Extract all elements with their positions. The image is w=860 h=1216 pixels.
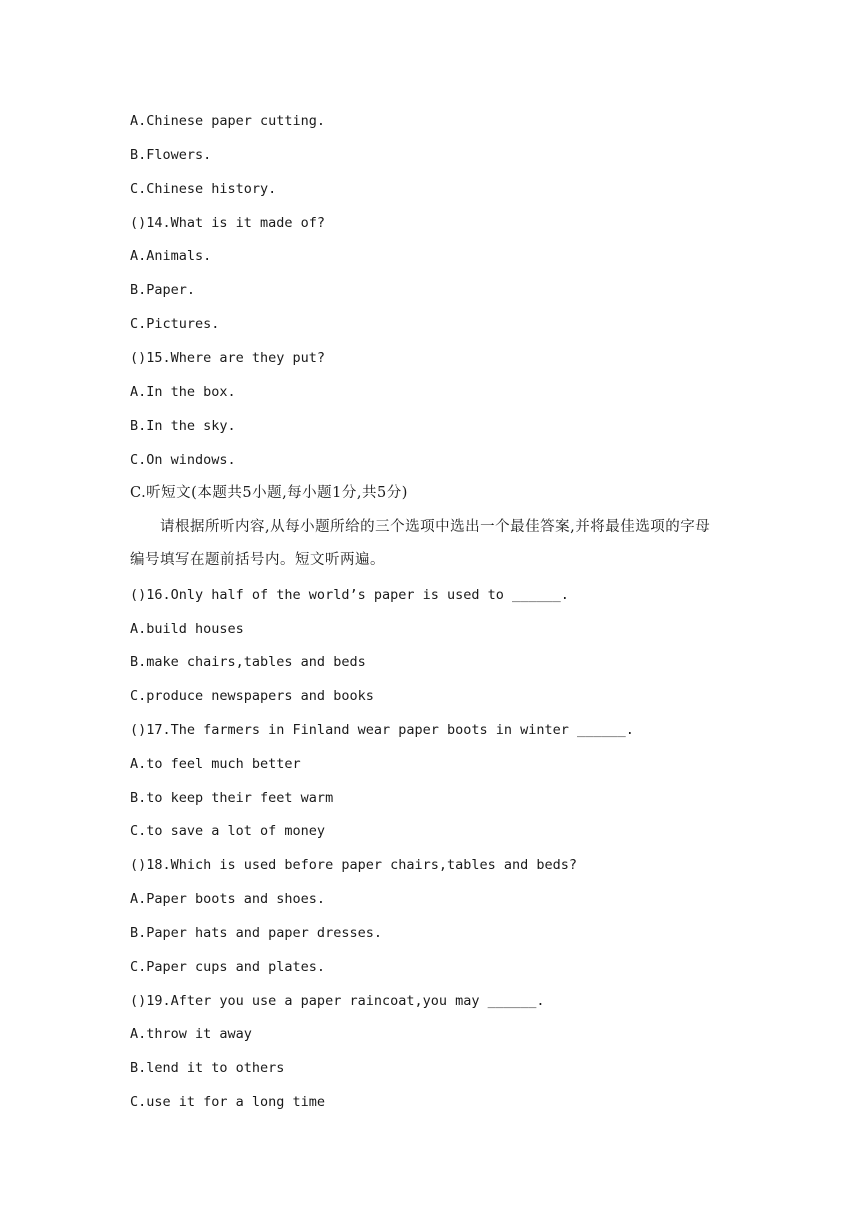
- instructions-line-1: 请根据所听内容,从每小题所给的三个选项中选出一个最佳答案,并将最佳选项的字母: [160, 519, 711, 535]
- option-16b: B.make chairs,tables and beds: [130, 654, 366, 670]
- instructions-line-2: 编号填写在题前括号内。短文听两遍。: [130, 552, 385, 568]
- option-16c: C.produce newspapers and books: [130, 688, 374, 704]
- section-heading: C.听短文(本题共5小题,每小题1分,共5分): [130, 485, 408, 501]
- option-14a: A.Animals.: [130, 248, 212, 264]
- option-19b: B.lend it to others: [130, 1060, 285, 1076]
- option-15a: A.In the box.: [130, 384, 236, 400]
- option-13b: B.Flowers.: [130, 147, 212, 163]
- option-15b: B.In the sky.: [130, 418, 236, 434]
- option-13a: A.Chinese paper cutting.: [130, 113, 326, 129]
- question-15: ()15.Where are they put?: [130, 350, 326, 366]
- question-17: ()17.The farmers in Finland wear paper boots in winter ______.: [130, 722, 634, 738]
- option-19a: A.throw it away: [130, 1026, 252, 1042]
- question-18: ()18.Which is used before paper chairs,tables and beds?: [130, 857, 578, 873]
- option-14c: C.Pictures.: [130, 316, 220, 332]
- option-18a: A.Paper boots and shoes.: [130, 891, 326, 907]
- option-18b: B.Paper hats and paper dresses.: [130, 925, 382, 941]
- option-18c: C.Paper cups and plates.: [130, 959, 326, 975]
- question-14: ()14.What is it made of?: [130, 215, 326, 231]
- option-16a: A.build houses: [130, 621, 244, 637]
- question-16: ()16.Only half of the world’s paper is used to ______.: [130, 587, 569, 603]
- option-15c: C.On windows.: [130, 452, 236, 468]
- option-17c: C.to save a lot of money: [130, 823, 326, 839]
- option-19c: C.use it for a long time: [130, 1094, 326, 1110]
- option-17a: A.to feel much better: [130, 756, 301, 772]
- option-14b: B.Paper.: [130, 282, 196, 298]
- question-19: ()19.After you use a paper raincoat,you may ______.: [130, 993, 545, 1009]
- option-17b: B.to keep their feet warm: [130, 790, 334, 806]
- option-13c: C.Chinese history.: [130, 181, 277, 197]
